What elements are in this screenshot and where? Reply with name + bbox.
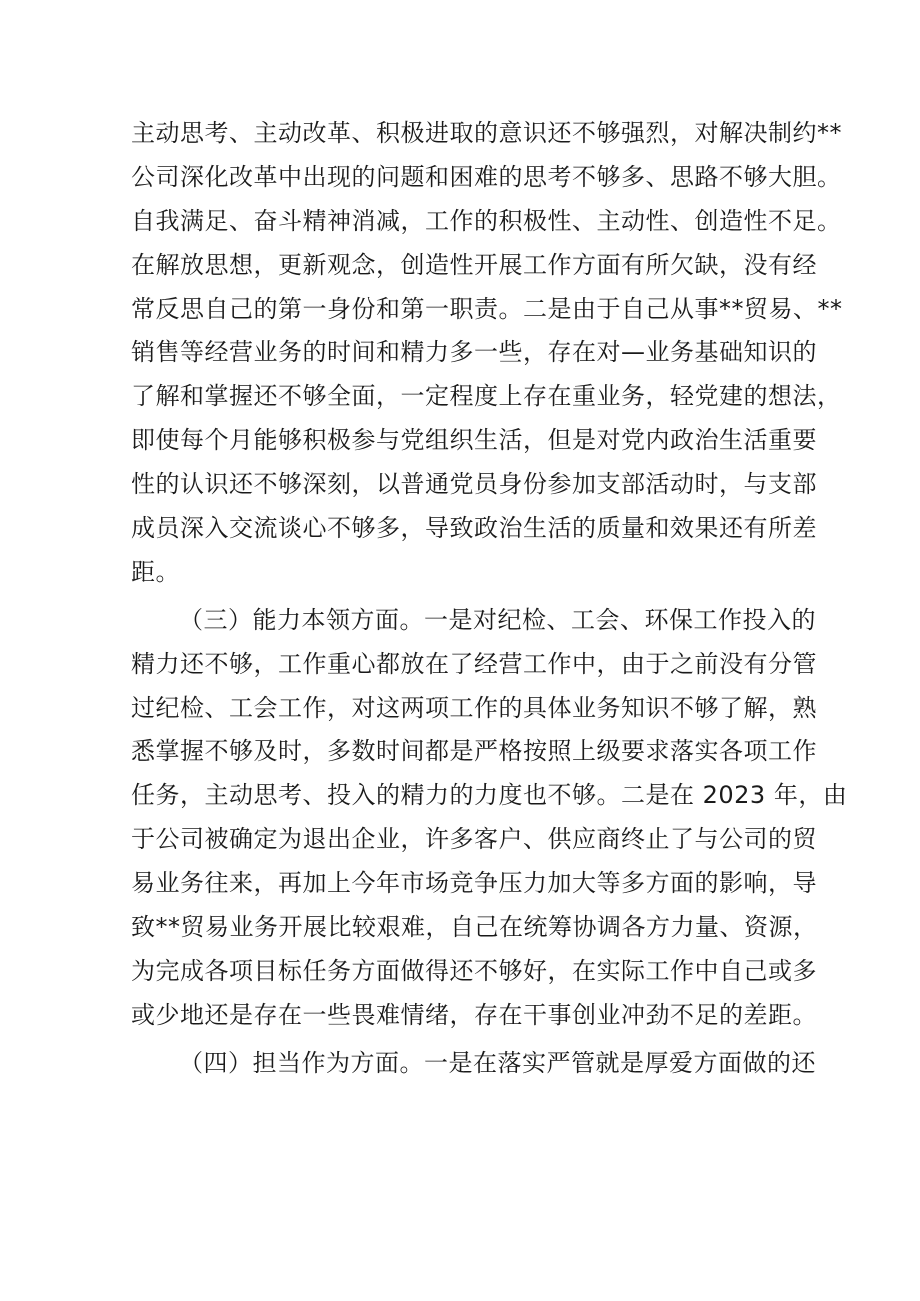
text-line: 距。 (131, 557, 180, 586)
text-line: 主动思考、主动改革、积极进取的意识还不够强烈，对解决制约** (131, 119, 842, 147)
paragraph-2 (131, 599, 848, 1038)
text-line: 悉掌握不够及时，多数时间都是严格按照上级要求落实各项工作 (131, 737, 817, 766)
text-line: 了解和掌握还不够全面，一定程度上存在重业务，轻党建的想法， (131, 382, 842, 411)
text-line: 销售等经营业务的时间和精力多一些，存在对—业务基础知识的 (131, 338, 817, 367)
text-line-heading: （三）能力本领方面。一是对纪检、工会、环保工作投入的 (179, 605, 816, 634)
text-line: 于公司被确定为退出企业，许多客户、供应商终止了与公司的贸 (131, 825, 817, 854)
text-line: 在解放思想，更新观念，创造性开展工作方面有所欠缺，没有经 (131, 250, 817, 279)
text-line: 自我满足、奋斗精神消减，工作的积极性、主动性、创造性不足。 (131, 206, 842, 235)
text-line: 为完成各项目标任务方面做得还不够好，在实际工作中自己或多 (131, 956, 817, 985)
text-line: 任务，主动思考、投入的精力的力度也不够。二是在 2023 年，由 (131, 781, 848, 810)
text-line: 过纪检、工会工作，对这两项工作的具体业务知识不够了解，熟 (131, 693, 817, 722)
text-line: 致**贸易业务开展比较艰难，自己在统筹协调各方力量、资源， (131, 913, 818, 942)
paragraph-1 (131, 112, 843, 595)
text-line: 性的认识还不够深刻，以普通党员身份参加支部活动时，与支部 (131, 470, 817, 499)
text-line: 即使每个月能够积极参与党组织生活，但是对党内政治生活重要 (131, 426, 817, 455)
text-line: 精力还不够，工作重心都放在了经营工作中，由于之前没有分管 (131, 649, 817, 678)
paragraph-3 (131, 1042, 816, 1086)
text-line: 或少地还是存在一些畏难情绪，存在干事创业冲劲不足的差距。 (131, 1000, 817, 1029)
text-line: 成员深入交流谈心不够多，导致政治生活的质量和效果还有所差 (131, 514, 817, 543)
text-line: 公司深化改革中出现的问题和困难的思考不够多、思路不够大胆。 (131, 162, 842, 191)
text-line: 常反思自己的第一身份和第一职责。二是由于自己从事**贸易、** (131, 294, 843, 323)
text-line: 易业务往来，再加上今年市场竞争压力加大等多方面的影响，导 (131, 869, 817, 898)
document-body (131, 112, 848, 1086)
text-line-heading: （四）担当作为方面。一是在落实严管就是厚爱方面做的还 (179, 1048, 816, 1077)
